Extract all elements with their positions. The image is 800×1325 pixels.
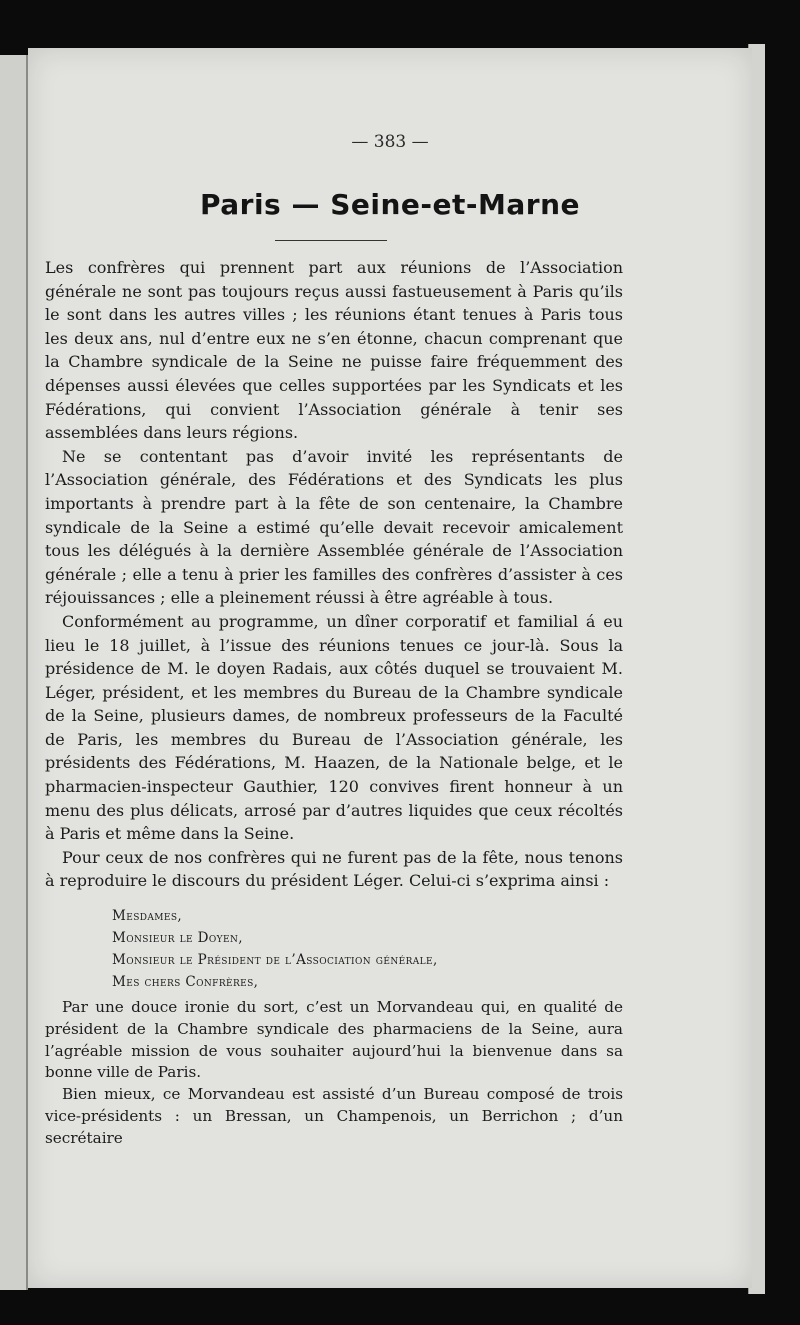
salutation-line: Mes chers Confrères,	[112, 974, 259, 991]
facing-page-edge	[0, 55, 28, 1290]
section-heading: Paris — Seine-et-Marne	[199, 188, 581, 221]
speech-paragraph-1: Par une douce ironie du sort, c’est un Morvandeau qui, en qualité de président de la Chambre syndicale des pharmaciens de la Seine, aura l’agréable mission de vous souhaiter aujourd’hui la bienvenue dans sa bonne ville de Paris.	[45, 998, 623, 1082]
page-number: — 383 —	[351, 132, 429, 152]
salutation-line: Monsieur le Président de l’Association générale,	[112, 952, 438, 969]
salutation-line: Mesdames,	[112, 908, 183, 925]
paragraph-3: Conformément au programme, un dîner corporatif et familial á eu lieu le 18 juillet, à l’issue des réunions tenues ce jour-là. Sous la présidence de M. le doyen Radais, aux côtés duquel se trouvaient M. Léger, président, et les membres du Bureau de la Chambre syndicale de la Seine, plusieurs dames, de nombreux professeurs de la Faculté de Paris, les membres du Bureau de l’Association générale, les présidents des Fédérations, M. Haazen, de la Nationale belge, et le pharmacien-inspecteur Gauthier, 120 convives firent honneur à un menu des plus délicats, arrosé par d’autres liquides que ceux récoltés à Paris et même dans la Seine.	[45, 611, 623, 844]
paragraph-4: Pour ceux de nos confrères qui ne furent pas de la fête, nous tenons à reproduire le discours du président Léger. Celui-ci s’exprima ainsi :	[45, 847, 623, 891]
article-body	[45, 256, 623, 1150]
book-page	[28, 48, 752, 1288]
heading-rule	[275, 240, 387, 241]
salutation-line: Monsieur le Doyen,	[112, 930, 243, 947]
paragraph-1: Les confrères qui prennent part aux réunions de l’Association générale ne sont pas toujours reçus aussi fastueusement à Paris qu’ils le sont dans les autres villes ; les réunions étant tenues à Paris tous les deux ans, nul d’entre eux ne s’en étonne, chacun comprenant que la Chambre syndicale de la Seine ne puisse faire fréquemment des dépenses aussi élevées que celles supportées par les Syndicats et les Fédérations, qui convient l’Association générale à tenir ses assemblées dans leurs régions.	[45, 258, 623, 443]
paragraph-2: Ne se contentant pas d’avoir invité les représentants de l’Association générale, des Fédérations et des Syndicats les plus importants à prendre part à la fête de son centenaire, la Chambre syndicale de la Seine a estimé qu’elle devait recevoir amicalement tous les délégués à la dernière Assemblée générale de l’Association générale ; elle a tenu à prier les familles des confrères d’assister à ces réjouissances ; elle a pleinement réussi à être agréable à tous.	[45, 446, 623, 608]
speech-paragraph-2: Bien mieux, ce Morvandeau est assisté d’un Bureau composé de trois vice-présidents : un Bressan, un Champenois, un Berrichon ; d’un secrétaire	[45, 1085, 623, 1147]
speech-salutation	[112, 905, 623, 993]
